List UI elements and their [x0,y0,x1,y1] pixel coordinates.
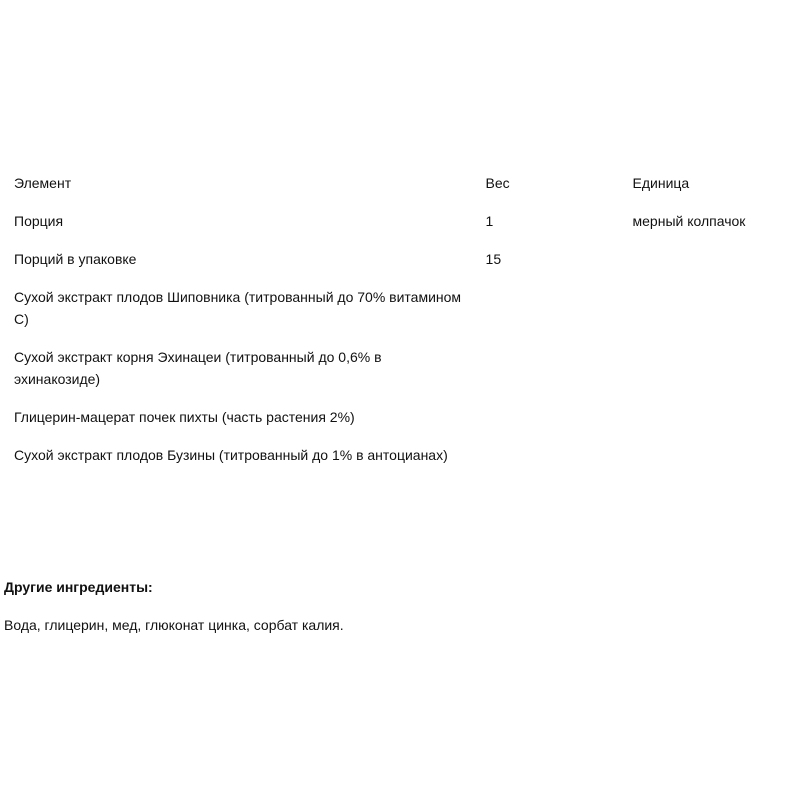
other-ingredients-text: Вода, глицерин, мед, глюконат цинка, сорбат калия. [4,617,344,633]
row-weight [478,338,625,398]
table-row [6,278,796,338]
row-weight [478,398,625,436]
row-unit [625,398,796,436]
row-weight [478,278,625,338]
row-name: Глицерин-мацерат почек пихты (часть растения 2%) [14,409,355,425]
row-unit [625,338,796,398]
header-name: Элемент [14,175,72,191]
header-weight: Вес [485,175,510,191]
other-ingredients-title: Другие ингредиенты: [4,579,153,595]
row-unit: мерный колпачок [632,213,746,229]
header-unit: Единица [632,175,690,191]
row-name: Порция [14,213,64,229]
row-weight: 15 [485,251,502,267]
table-row [6,436,796,474]
row-weight: 1 [485,213,494,229]
row-weight [478,436,625,474]
row-name: Сухой экстракт корня Эхинацеи (титрованный до 0,6% в эхинакозиде) [14,349,382,387]
table-row [6,240,796,278]
table-header-row [6,164,796,202]
row-unit [625,436,796,474]
table-row [6,202,796,240]
table-row [6,338,796,398]
row-unit [625,278,796,338]
row-name: Сухой экстракт плодов Бузины (титрованный до 1% в антоцианах) [14,447,448,463]
nutrition-table [6,164,796,474]
row-name: Порций в упаковке [14,251,137,267]
row-unit [625,240,796,278]
row-name: Сухой экстракт плодов Шиповника (титрованный до 70% витамином С) [14,289,462,327]
table-row [6,398,796,436]
